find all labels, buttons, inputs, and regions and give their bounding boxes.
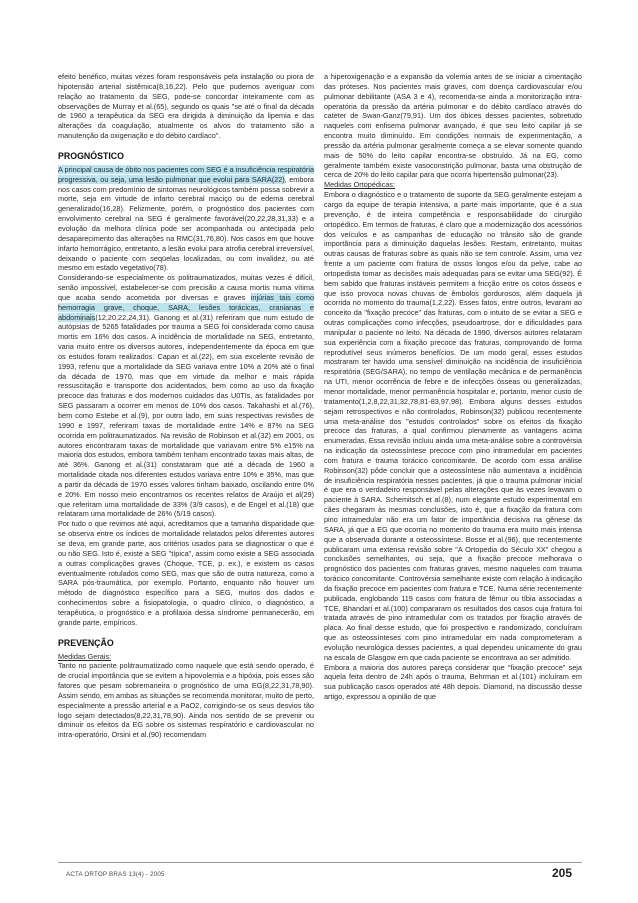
right-paragraph-3: Embora a maioria dos autores pareça considerar que "fixação precoce" seja aquela feita dentro de 24h após o trauma, Behrman et al.(101) incluíram em sua publicação casos operados até 48h depois. Diamond, na discussão desse artigo, expressou a opinião de que — [324, 662, 582, 702]
page-number: 205 — [552, 866, 573, 880]
highlighted-text: A principal causa de óbito nos pacientes com SEG é a insuficiência respiratória progressiva, ou seja, uma lesão pulmonar que evolui para SARA(22) — [58, 164, 314, 184]
page-footer — [0, 866, 638, 886]
journal-citation: ACTA ORTOP BRAS 13(4) - 2005 — [66, 871, 165, 878]
prognostico-text: , embora nos casos com predomínio de sintomas neurológicos também possa sobrevir a morte, seja em virtude de infarto cerebral maciço ou de edema cerebral generalizado(16,28). Felizmente, porém, o prognóstico dos pacientes com envolvimento cerebral na SEG é geralmente favorável(20,22,28,31,33) e a evolução da melhora clínica pode ser acompanhada ou antecipada pelo desaparecimento das alterações na RMC(31,76,80). Nos casos em que houve infarto hemorrágico, entretanto, a lesão evolui para atrofia cerebral irreversível, deixando o paciente com seqüelas localizadas, ou com invalidez, ou até mesmo em estado vegetativo(78). — [58, 174, 314, 273]
highlighted-text: injúrias tais como hemorragia grave, choque, SARA, lesões torácicas, cranianas e abdominais — [58, 292, 315, 322]
heading-prognostico: PROGNÓSTICO — [58, 150, 124, 161]
right-column — [324, 72, 582, 702]
subheading-medidas-ortopedicas: Medidas Ortopédicas: — [324, 180, 395, 190]
left-column — [58, 72, 314, 740]
prognostico-paragraph-3: Por tudo o que revimos até aqui, acreditamos que a tamanha disparidade que se observa entre os índices de mortalidade relatados pelos diferentes autores se deva, em grande parte, aos critérios usados para se diagnosticar o que é ou não SEG. Isto é, existe a SEG "típica", assim como existe a SEG associada a outras complicações graves (Choque, TCE, p. ex.), e existem os casos eventualmente rotulados como SEG, mas que são de outra natureza, como a SARA pós-traumática, por exemplo. Portanto, enquanto não houver um método de diagnóstico específico para a SEG, muitos dos dados e conhecimentos sobre a fisiopatologia, o quadro clínico, o diagnóstico, a terapêutica, o prognóstico e a profilaxia dessa síndrome permanecerão, em grande parte, empíricos. — [58, 519, 314, 627]
right-paragraph-1: a hiperoxigenação e a expansão da volemia antes de se iniciar a cimentação das próteses. Nos pacientes mais graves, com doença cardiovascular e/ou pulmonar debilitante (ASA 3 e 4), recomenda-se ainda a monitorização intra-operatória da pressão da artéria pulmonar e do débito cardíaco através do cateter de Swan-Ganz(79,91). Um dos óbices desses pacientes, sobretudo naqueles com enfisema pulmonar avançado, é que seu leito capilar já se encontra muito diminuído. Em condições normais de experimentação, a pressão da artéria pulmonar geralmente começa a se elevar somente quando mais de 50% do leito capilar encontra-se obstruído. Já na EG, como geralmente também existe vasoconstrição pulmonar, basta uma obstrução de cerca de 20% do leito capilar para que ocorra hipertensão pulmonar(23). — [324, 72, 582, 180]
subheading-medidas-gerais: Medidas Gerais: — [58, 651, 112, 661]
prognostico-text: Considerando-se especialmente os politraumatizados, muitas vezes é difícil, senão impossível, estabelecer-se com precisão a causa mortis numa vítima que acaba sendo acometida por diversas e graves — [58, 273, 314, 302]
heading-prevencao: PREVENÇÃO — [58, 637, 114, 648]
intro-paragraph: efeito benéfico, muitas vezes foram responsáveis pela instalação ou piora de hipotensão arterial sistêmica(8,16,22). Pelo que pudemos averiguar com relação ao tratamento da SEG, pode-se concordar inteiramente com as observações de Murray et al.(65), segundo os quais "se até o final da década de 1960 a terapêutica da SEG era dirigida à diminuição da lipemia e das alterações da coagulação, atualmente os alvos do tratamento são a manutenção da oxigenação e do débito cardíaco". — [58, 72, 314, 141]
right-paragraph-2: Embora o diagnóstico e o tratamento de suporte da SEG geralmente estejam a cargo da equipe de terapia intensiva, a parte mais importante, que é a sua prevenção, é de inteira competência e responsabilidade do cirurgião ortopédico. Em termos de fraturas, é claro que a modernização dos acessórios dos veículos e as campanhas de educação no trânsito são de grande importância para a diminuição daquelas lesões. Restam, entretanto, muitas outras causas de fraturas sobre as quais não se tem controle. Assim, uma vez frente a um paciente com fratura de ossos longos e/ou da pelve, cabe ao ortopedista tomar as decisões mais adequadas para se evitar uma SEG(92). É bem sabido que fraturas instáveis permitem a fricção entre os cotos ósseos e que isso provoca novas chuvas de êmbolos gordurosos, além daquela já ocorrida no momento do trauma(1,2,22). Esses fatos, entre outros, levaram ao conceito da "fixação precoce" das fraturas, com o intuito de se evitar a SEG e outras complicações como infecções, pseudoartrose, dor e dificuldades para manipular o paciente no leito. Na década de 1990, diversos autores relataram sua experiência com a fixação precoce das fraturas, comprovando de forma reprodutível seus inúmeros benefícios. De um modo geral, esses estudos mostraram ter havido uma sensível diminuição na incidência de insuficiência respiratória (SEG/SARA), no tempo de ventilação mecânica e de permanência na UTI, menor ocorrência de febre e de infecções ósseas ou generalizadas, menor mortalidade, menor permanência hospitalar e, portanto, menor custo de tratamento(1,2,8,22,31,32,78,81-83,97,98). Embora alguns desses estudos sejam retrospectivos e não controlados, Robinson(32) publicou recentemente uma meta-análise dos "estudos controlados" sobre os efeitos da fixação precoce das fraturas, a qual confirmou plenamente as vantagens acima enumeradas. Essa revisão incluiu ainda uma meta-análise sobre a controvérsia na indicação da osteossíntese precoce com pino intramedular em pacientes com fratura e trauma torácico concomitante. De acordo com essa análise Robinson(32) pôde concluir que a osteossíntese não aumentava a incidência de insuficiência respiratória nesses pacientes, já que o trauma pulmonar inicial é que era o verdadeiro responsável pelas alterações que às vezes levavam o paciente à SARA. Schemitsch et al.(8), num elegante estudo experimental em cães chegaram às mesmas conclusões, isto é, que a fixação da fratura com pino intramedular não era um fator de importância decisiva na gênese da SARA, já que a EG que ocorria no momento do trauma era muito mais intensa que a observada durante a osteossíntese. Bosse et al.(96), que recentemente publicaram uma extensa revisão sobre "A Ortopedia do Século XX" chegou a conclusões semelhantes, ou seja, que a fixação precoce melhorava o prognóstico dos pacientes com fraturas graves, mesmo naqueles com trauma torácico concomitante. Controvérsia semelhante existe com relação à indicação da fixação precoce em pacientes com fratura e TCE. Numa série recentemente publicada, englobando 119 casos com fratura de fêmur ou tíbia associadas a TCE, Bhandari et al.(100) compararam os resultados dos casos cuja fratura foi tratada através de pino intramedular com os tratados por fixação através de placa. Ao final desse estudo, que foi prospectivo e randomizado, concluíram que as osteossínteses com pino intramedular em nada comprometeram a evolução neurológica desses pacientes, a qual dependeu unicamente do grau na escala de Glasgow em que cada paciente se encontrava ao ser admitido. — [324, 190, 582, 662]
footer-divider — [58, 862, 582, 863]
prognostico-paragraph-1 — [58, 165, 314, 273]
prevencao-paragraph: Tanto no paciente politraumatizado como naquele que está sendo operado, é de crucial importância que se evitem a hipovolemia e a hipóxia, pois esses são fatores que pesam sobremaneira o prognóstico de uma EG(8,22,31,78,90). Assim sendo, em ambas as situações se recomenda monitorar, muito de perto, especialmente a pressão arterial e a PaO2, corrigindo-se os seus desvios tão logo sejam detectados(8,22,31,78,90). Ainda nos sentido de se prevenir ou diminuir os efeitos da EG sobre os sistemas respiratório e cardiovascular no intra-operatório, Orsini et al.(90) recomendam — [58, 661, 314, 740]
prognostico-paragraph-2 — [58, 273, 314, 519]
prognostico-text: (12,20,22,24,31). Ganong et al.(31) referiram que num estudo de autópsias de 5265 fatalidades por trauma a SEG foi considerada como causa mortis em 16% dos casos. A incidência de mortalidade na SEG, entretanto, varia muito entre os diversos autores, independentemente da época em que os estudos foram realizados. Capan et al.(22), em sua excelente revisão de 1993, referiu que a mortalidade da SEG variava entre 10% a 20% até o final da década de 1970, mas que em virtude da melhor e mais rápida ressuscitação e transporte dos acidentados, bem como ao uso da fixação precoce das fraturas e dos modernos cuidados das U0TIs, as fatalidades por SEG passaram a ocorrer em menos de 10% dos casos. Takahashi et al.(76), bem como Estebe et al.(9), por outro lado, em suas respectivas revisões de 1990 e 1997, referiram taxas de mortalidade entre 14% e 87% na SEG ocorrida em politraumatizados. Na revisão de Robinson et al.(32) em 2001, os autores encontraram taxas de mortalidade que variavam entre 5% e15% na maioria dos estudos, embora também tenham encontrado taxas mais altas, de até 36%. Ganong et al.(31) constataram que até a década de 1960 a mortalidade citada nos diferentes estudos variava entre 10% e 35%, mas que a partir da década de 1970 esses valores tinham baixado, oscilando entre 0% e 20%. Em nosso meio encontramos os recentes relatos de Araújo et al(29) que referiram uma mortalidade de 33% (3/9 casos), e de Engel et al.(18) que relataram uma mortalidade de 26% (5/19 casos). — [58, 312, 314, 519]
